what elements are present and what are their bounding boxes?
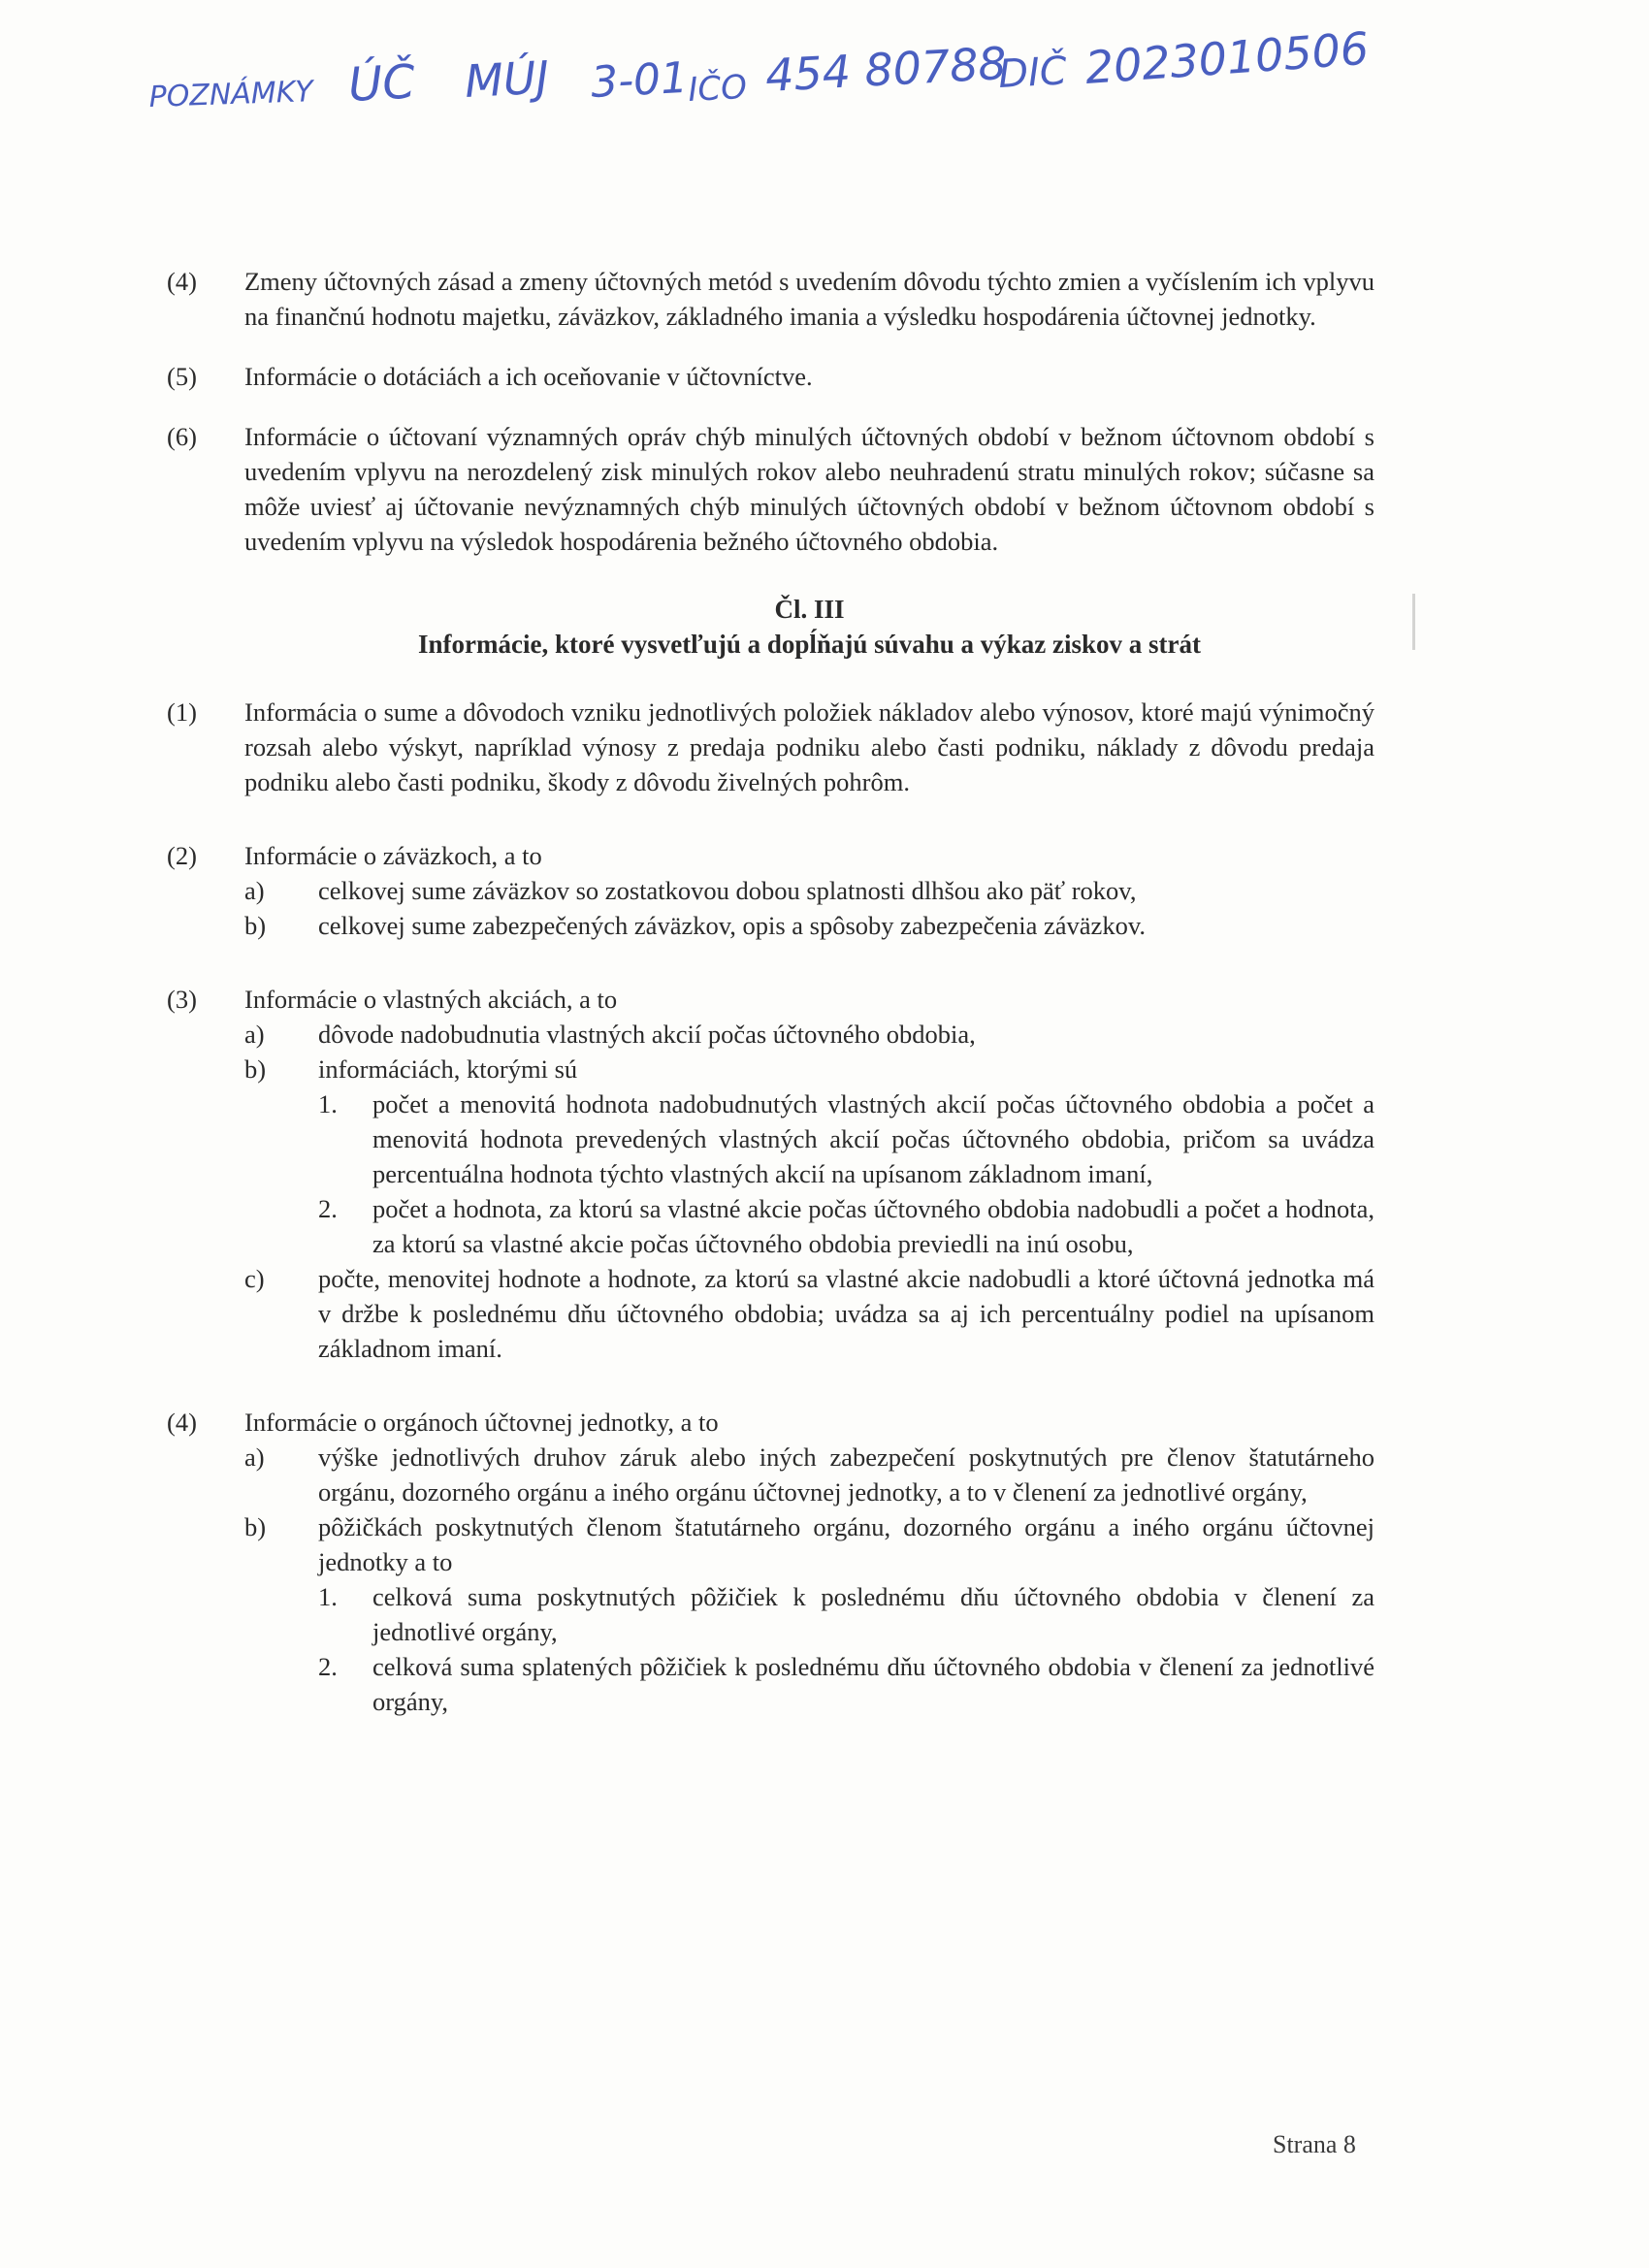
handwritten-word: MÚJ xyxy=(463,50,551,108)
sub-item-label: a) xyxy=(244,1442,265,1472)
sub-item-text: počte, menovitej hodnote a hodnote, za ktorú sa vlastné akcie nadobudli a ktoré účtovná jednotka má v držbe k poslednému dňu účtovného obdobia; uvádza sa aj ich percentuálny podiel na upísanom základnom imaní. xyxy=(318,1264,1374,1363)
numbered-item xyxy=(167,419,1374,559)
sub-item-text: pôžičkách poskytnutých členom štatutárneho orgánu, dozorného orgánu a iného orgánu účtovnej jednotky a to xyxy=(318,1512,1374,1576)
sub-item xyxy=(244,1509,1374,1719)
sub-sub-item xyxy=(318,1191,1374,1261)
item-text: Informácia o sume a dôvodoch vzniku jednotlivých položiek nákladov alebo výnosov, ktoré majú výnimočný rozsah alebo výskyt, napríklad výnosy z predaja podniku alebo časti podniku, náklady z dôvodu predaja podniku alebo časti podniku, škody z dôvodu živelných pohrôm. xyxy=(244,697,1374,796)
sub-item-text: celkovej sume zabezpečených záväzkov, opis a spôsoby zabezpečenia záväzkov. xyxy=(318,911,1146,940)
sub-item-label: b) xyxy=(244,911,267,940)
sub-sub-item xyxy=(318,1649,1374,1719)
scan-artifact xyxy=(1412,594,1415,650)
handwritten-word: ÚČ xyxy=(346,54,417,113)
sub-item xyxy=(244,1440,1374,1509)
sub-sub-item-text: celková suma splatených pôžičiek k poslednému dňu účtovného obdobia v členení za jednotlivé orgány, xyxy=(372,1652,1374,1716)
sub-sub-item-label: 2. xyxy=(318,1194,338,1223)
sub-item-label: a) xyxy=(244,876,265,905)
sub-item xyxy=(244,1052,1374,1261)
handwritten-word: IČO xyxy=(687,67,748,110)
handwritten-word: 2023010506 xyxy=(1083,21,1371,94)
sub-item xyxy=(244,1017,1374,1052)
sub-item xyxy=(244,908,1374,943)
item-text: Informácie o vlastných akciách, a to xyxy=(244,985,618,1014)
numbered-item xyxy=(167,264,1374,334)
numbered-item xyxy=(167,1405,1374,1719)
sub-sub-item-label: 2. xyxy=(318,1652,338,1681)
sub-item-label: b) xyxy=(244,1512,267,1541)
article-title: Informácie, ktoré vysvetľujú a dopĺňajú súvahu a výkaz ziskov a strát xyxy=(418,630,1201,659)
article-heading xyxy=(167,592,1374,662)
handwritten-word: DIČ xyxy=(997,49,1068,97)
numbered-item xyxy=(167,838,1374,943)
sub-item-label: c) xyxy=(244,1264,265,1293)
sub-item-text: dôvode nadobudnutia vlastných akcií počas účtovného obdobia, xyxy=(318,1020,976,1049)
item-text: Informácie o účtovaní významných opráv chýb minulých účtovných období v bežnom účtovnom období s uvedením vplyvu na nerozdelený zisk minulých rokov alebo neuhradenú stratu minulých rokov; súčasne sa môže uviesť aj účtovanie nevýznamných chýb minulých účtovných období v bežnom účtovnom období s uvedením vplyvu na výsledok hospodárenia bežného účtovného obdobia. xyxy=(244,422,1374,556)
article-number: Čl. III xyxy=(774,595,845,624)
sub-sub-item-label: 1. xyxy=(318,1582,338,1611)
sub-item-text: celkovej sume záväzkov so zostatkovou dobou splatnosti dlhšou ako päť rokov, xyxy=(318,876,1137,905)
sub-item-text: výške jednotlivých druhov záruk alebo iných zabezpečení poskytnutých pre členov štatutárneho orgánu, dozorného orgánu a iného orgánu účtovnej jednotky, a to v členení za jednotlivé orgány, xyxy=(318,1442,1374,1507)
sub-sub-item xyxy=(318,1579,1374,1649)
sub-sub-item-text: počet a menovitá hodnota nadobudnutých vlastných akcií počas účtovného obdobia a počet a menovitá hodnota prevedených vlastných akcií počas účtovného obdobia, pričom sa uvádza percentuálna hodnota týchto vlastných akcií na upísanom základnom imaní, xyxy=(372,1089,1374,1188)
sub-item xyxy=(244,1261,1374,1366)
numbered-item xyxy=(167,359,1374,394)
sub-sub-item-text: celková suma poskytnutých pôžičiek k poslednému dňu účtovného obdobia v členení za jednotlivé orgány, xyxy=(372,1582,1374,1646)
page-number: Strana 8 xyxy=(1273,2130,1356,2158)
document-body xyxy=(167,264,1374,1719)
handwritten-word: 3-01 xyxy=(589,52,690,108)
item-text: Zmeny účtovných zásad a zmeny účtovných metód s uvedením dôvodu týchto zmien a vyčíslením ich vplyvu na finančnú hodnotu majetku, záväzkov, základného imania a výsledku hospodárenia účtovnej jednotky. xyxy=(244,267,1374,331)
item-number: (2) xyxy=(167,841,197,870)
item-text: Informácie o orgánoch účtovnej jednotky, a to xyxy=(244,1408,719,1437)
item-number: (4) xyxy=(167,1408,197,1437)
item-number: (1) xyxy=(167,697,197,727)
sub-item-text: informáciách, ktorými sú xyxy=(318,1054,578,1084)
sub-item-label: a) xyxy=(244,1020,265,1049)
sub-item-label: b) xyxy=(244,1054,267,1084)
sub-sub-item-text: počet a hodnota, za ktorú sa vlastné akcie počas účtovného obdobia nadobudli a počet a hodnota, za ktorú sa vlastné akcie počas účtovného obdobia previedli na inú osobu, xyxy=(372,1194,1374,1258)
sub-item xyxy=(244,873,1374,908)
numbered-item xyxy=(167,982,1374,1366)
handwritten-note xyxy=(146,21,1371,124)
item-text: Informácie o záväzkoch, a to xyxy=(244,841,542,870)
item-number: (5) xyxy=(167,362,197,391)
item-number: (3) xyxy=(167,985,197,1014)
numbered-item xyxy=(167,695,1374,799)
item-number: (6) xyxy=(167,422,197,451)
handwritten-word: 454 80788 xyxy=(763,37,1009,102)
sub-sub-item xyxy=(318,1086,1374,1191)
sub-sub-item-label: 1. xyxy=(318,1089,338,1118)
handwritten-word: POZNÁMKY xyxy=(148,75,314,114)
item-number: (4) xyxy=(167,267,197,296)
item-text: Informácie o dotáciách a ich oceňovanie v účtovníctve. xyxy=(244,362,813,391)
